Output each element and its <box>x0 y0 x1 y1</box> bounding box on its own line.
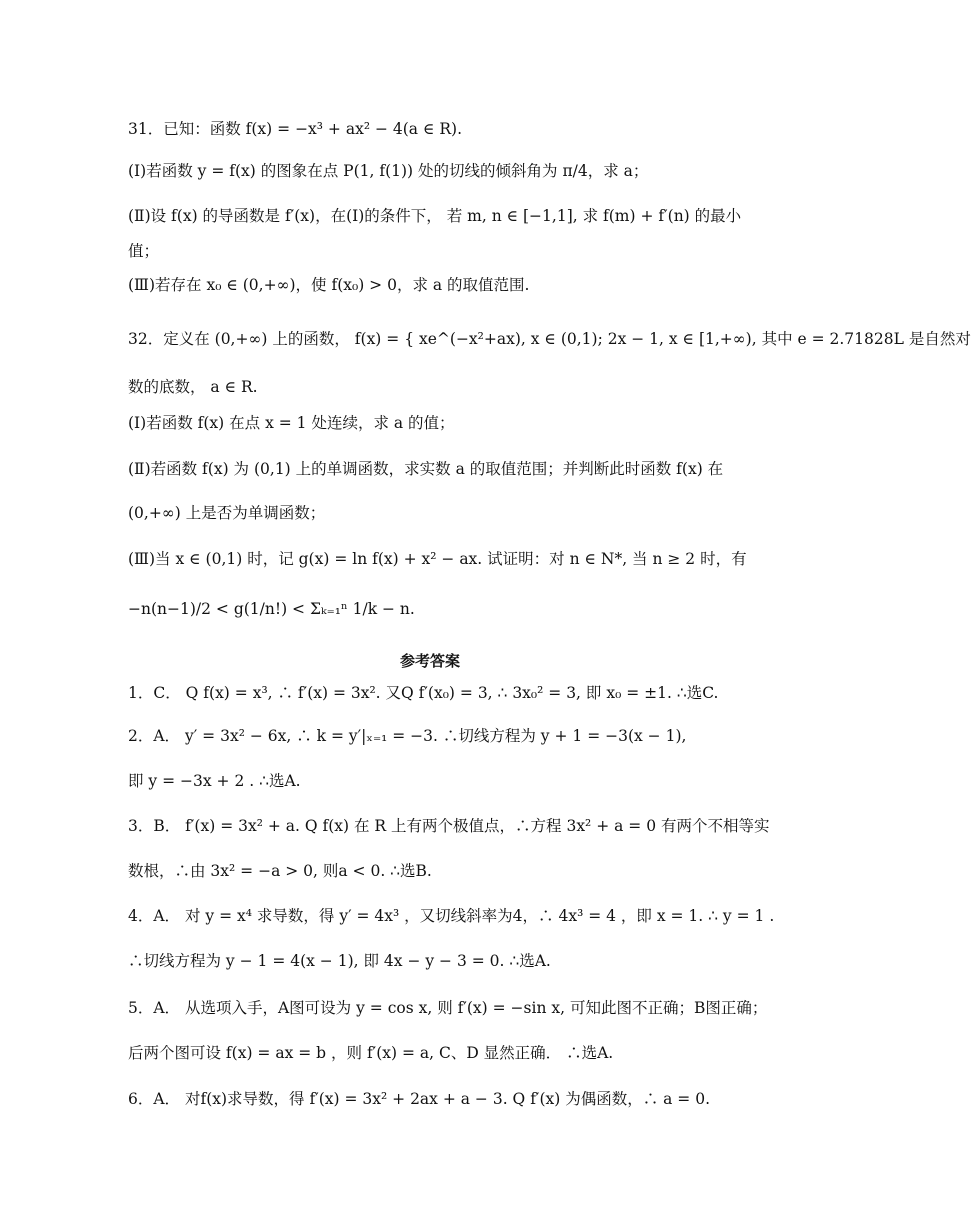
answer-2-cont: 即 y = −3x + 2 . ∴选A. <box>128 772 301 790</box>
q32-stem: 32．定义在 (0,+∞) 上的函数， f(x) = { xe^(−x²+ax), x ∈ (0,1); 2x − 1, x ∈ [1,+∞), 其中 e = 2.71828L 是自然对 <box>128 330 971 348</box>
q31-part-1: (Ⅰ)若函数 y = f(x) 的图象在点 P(1, f(1)) 处的切线的倾斜角为 π/4，求 a； <box>128 162 649 180</box>
q32-inequality: −n(n−1)/2 < g(1/n!) < Σₖ₌₁ⁿ 1/k − n. <box>128 600 415 618</box>
q32-part-2-cont: (0,+∞) 上是否为单调函数； <box>128 504 326 522</box>
answer-5: 5．A． 从选项入手，A图可设为 y = cos x, 则 f′(x) = −sin x, 可知此图不正确；B图正确； <box>128 999 768 1017</box>
answers-title: 参考答案 <box>399 652 460 670</box>
answer-1: 1．C． Q f(x) = x³, ∴ f′(x) = 3x². 又Q f′(x₀) = 3, ∴ 3x₀² = 3, 即 x₀ = ±1. ∴选C. <box>128 684 719 702</box>
answer-5-cont: 后两个图可设 f(x) = ax = b ，则 f′(x) = a, C、D 显然正确． ∴选A. <box>128 1044 614 1062</box>
q32-part-1: (Ⅰ)若函数 f(x) 在点 x = 1 处连续，求 a 的值； <box>128 414 455 432</box>
answer-3-cont: 数根，∴由 3x² = −a > 0, 则a < 0. ∴选B. <box>128 862 432 880</box>
q32-part-3: (Ⅲ)当 x ∈ (0,1) 时，记 g(x) = ln f(x) + x² − ax. 试证明：对 n ∈ N*, 当 n ≥ 2 时，有 <box>128 550 747 568</box>
q31-part-2-cont: 值； <box>128 242 160 260</box>
q32-stem-cont: 数的底数， a ∈ R. <box>128 378 258 396</box>
q31-stem: 31．已知：函数 f(x) = −x³ + ax² − 4(a ∈ R). <box>128 120 463 138</box>
answer-2: 2．A． y′ = 3x² − 6x, ∴ k = y′|ₓ₌₁ = −3. ∴切线方程为 y + 1 = −3(x − 1), <box>128 727 687 745</box>
q31-part-2: (Ⅱ)设 f(x) 的导函数是 f′(x)，在(Ⅰ)的条件下， 若 m, n ∈ [−1,1], 求 f(m) + f′(n) 的最小 <box>128 207 742 225</box>
q32-part-2: (Ⅱ)若函数 f(x) 为 (0,1) 上的单调函数，求实数 a 的取值范围；并判断此时函数 f(x) 在 <box>128 460 724 478</box>
answer-4-cont: ∴切线方程为 y − 1 = 4(x − 1), 即 4x − y − 3 = 0. ∴选A. <box>128 952 551 970</box>
q31-part-3: (Ⅲ)若存在 x₀ ∈ (0,+∞)，使 f(x₀) > 0，求 a 的取值范围. <box>128 276 530 294</box>
answer-4: 4．A． 对 y = x⁴ 求导数，得 y′ = 4x³ ，又切线斜率为4，∴ 4x³ = 4 ，即 x = 1. ∴ y = 1 . <box>128 907 775 925</box>
answer-3: 3．B． f′(x) = 3x² + a. Q f(x) 在 R 上有两个极值点，∴方程 3x² + a = 0 有两个不相等实 <box>128 817 770 835</box>
answer-6: 6．A． 对f(x)求导数，得 f′(x) = 3x² + 2ax + a − 3. Q f′(x) 为偶函数，∴ a = 0. <box>128 1090 711 1108</box>
